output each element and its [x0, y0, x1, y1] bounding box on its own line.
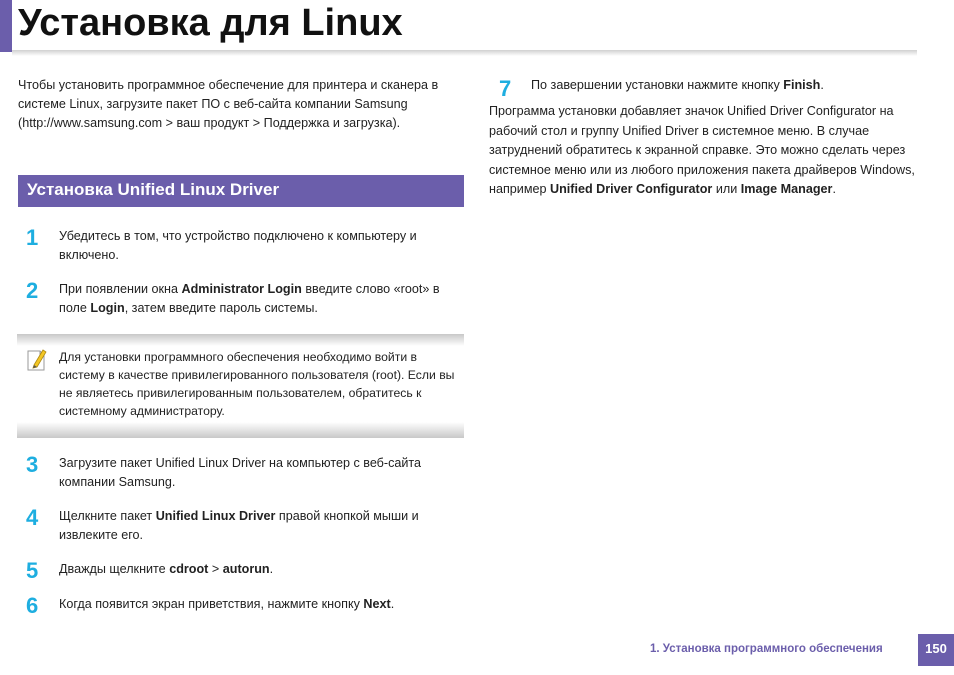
step-number: 5 [26, 558, 39, 583]
step-text: Щелкните пакет Unified Linux Driver правой кнопкой мыши и извлеките его. [59, 509, 419, 542]
step-number: 7 [499, 76, 512, 101]
step-text: Загрузите пакет Unified Linux Driver на компьютер с веб-сайта компании Samsung. [59, 456, 422, 489]
title-divider [12, 50, 917, 56]
step-text: Дважды щелкните cdroot > autorun. [59, 562, 274, 576]
page-number-badge [918, 634, 954, 666]
ui-term: cdroot [169, 562, 209, 576]
section-header [18, 175, 464, 207]
note-box [17, 334, 464, 438]
page-number: 150 [925, 641, 947, 656]
step-text: Убедитесь в том, что устройство подключено к компьютеру и включено. [59, 229, 417, 262]
ui-term: Unified Linux Driver [155, 509, 276, 523]
note-text: Для установки программного обеспечения необходимо войти в систему в качестве привилегированного пользователя (root). Если вы не являетесь привилегированным пользователем, обратитесь к системному администратору. [59, 350, 455, 418]
intro-paragraph: Чтобы установить программное обеспечение для принтера и сканера в системе Linux, загрузите пакет ПО с веб-сайта компании Samsung (http://www.samsung.com > ваш продукт > Поддержка и загрузка). [18, 78, 439, 130]
step-number: 1 [26, 225, 39, 250]
ui-term: Administrator Login [181, 282, 302, 296]
footer-chapter-link[interactable]: 1. Установка программного обеспечения [650, 643, 883, 655]
title-accent-bar [0, 0, 12, 52]
step-text: При появлении окна Administrator Login введите слово «root» в поле Login, затем введите пароль системы. [59, 282, 440, 315]
ui-term: Next [363, 597, 391, 611]
ui-term: autorun [222, 562, 270, 576]
ui-term: Image Manager [740, 182, 833, 196]
step-text: Когда появится экран приветствия, нажмите кнопку Next. [59, 597, 395, 611]
ui-term: Finish [783, 78, 821, 92]
step-number: 6 [26, 593, 39, 618]
ui-term: Login [90, 301, 125, 315]
step-number: 4 [26, 505, 39, 530]
note-pencil-icon [26, 348, 48, 377]
page-title: Установка для Linux [18, 2, 403, 44]
after-install-paragraph: Программа установки добавляет значок Unified Driver Configurator на рабочий стол и группу Unified Driver в системное меню. В случае затруднений обратитесь к экранной справке. Это можно сделать через системное меню или из любого приложения пакета драйверов Windows, например Unified Driver Configurator или Image Manager. [489, 104, 915, 196]
step-text: По завершении установки нажмите кнопку Finish. [531, 78, 824, 92]
step-number: 3 [26, 452, 39, 477]
step-number: 2 [26, 278, 39, 303]
section-header-label: Установка Unified Linux Driver [27, 180, 280, 199]
ui-term: Unified Driver Configurator [549, 182, 713, 196]
